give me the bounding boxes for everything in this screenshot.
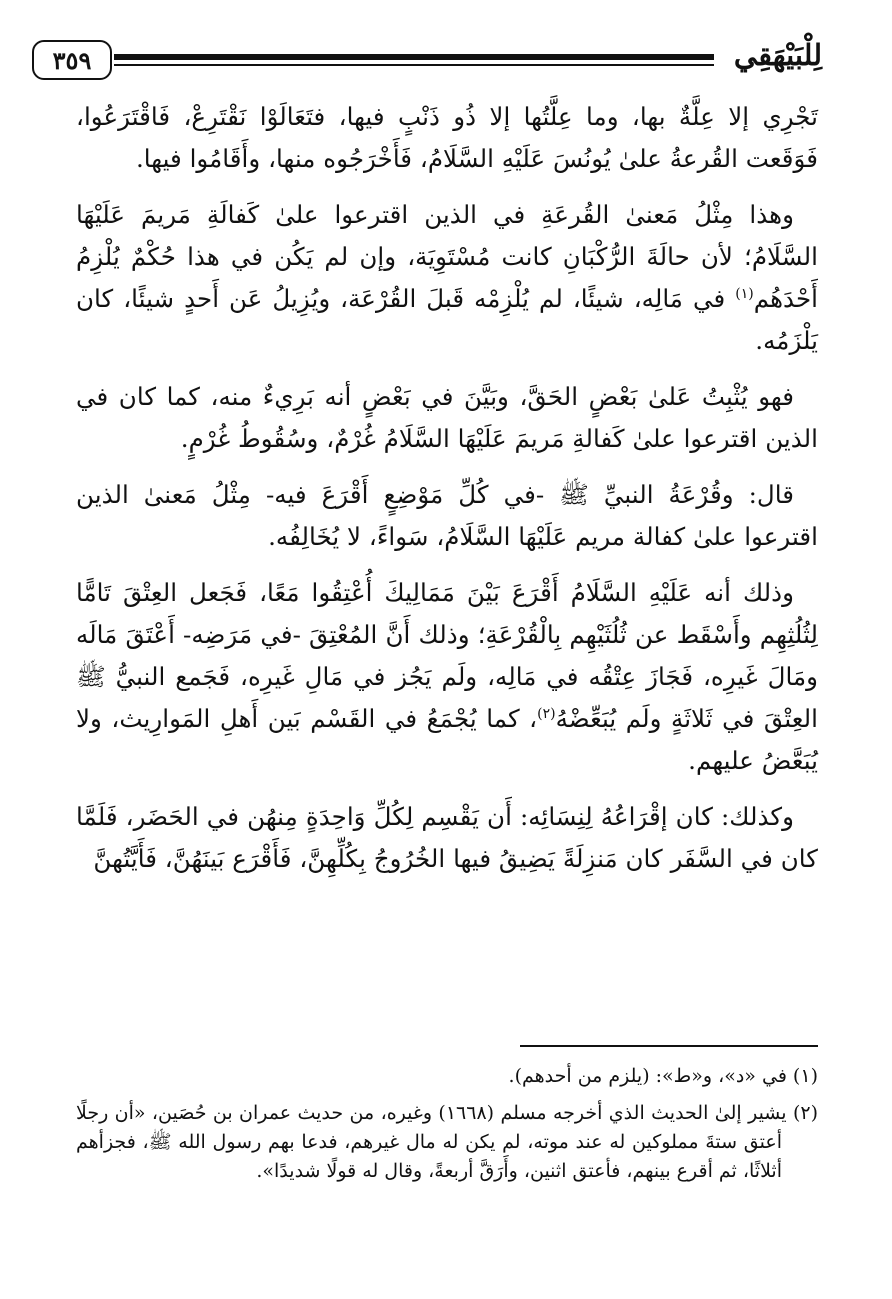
page-header [28,30,840,90]
paragraph: قال: وقُرْعَةُ النبيِّ ﷺ -في كُلِّ مَوْضِعٍ أَقْرَعَ فيه- مِثْلُ مَعنىٰ الذين اقترعوا علىٰ كفالة مريم عَلَيْهَا السَّلَامُ، سَواءً، لا يُخَالِفُه. [76,480,818,551]
footnote-ref: (١) [735,285,754,302]
paragraph-text: في مَالِه، شيئًا، لم يُلْزِمْه قَبلَ القُرْعَة، ويُزِيلُ عَن أَحدٍ شيئًا، كان يَلْزَمُه. [76,284,818,355]
paragraph [76,194,818,362]
footnote: (١) في «د»، و«ط»: (يلزم من أحدهم). [508,1065,818,1087]
main-text [76,96,818,894]
footnote-separator [520,1045,818,1047]
paragraph: وكذلك: كان إقْرَاعُهُ لِنِسَائِه: أَن يَقْسِم لِكُلِّ وَاحِدَةٍ مِنهُن في الحَضَر، فَلَمَّا كان في السَّفَر كان مَنزِلَةً يَضِيقُ فيها الخُرُوجُ بِكُلِّهِنَّ، فَأَقْرَع بَينَهُنَّ، فَأَيَّتُهنَّ [76,802,818,873]
paragraph: فهو يُثْبِتُ عَلىٰ بَعْضٍ الحَقَّ، وبَيَّنَ في بَعْضٍ أنه بَرِيءٌ منه، كما كان في الذين اقترعوا علىٰ كَفالةِ مَريمَ عَلَيْهَا السَّلَامُ غُرْمٌ، وسُقُوطُ غُرْمٍ. [76,382,818,453]
header-rule-thin [114,64,714,66]
paragraph [76,572,818,782]
paragraph-text: ، كما يُجْمَعُ في القَسْم بَين أَهلِ المَوارِيث، ولا يُبَعَّضُ عليهم. [76,704,818,775]
header-rule [114,54,714,60]
running-title: لِلْبَيْهَقِي [733,38,823,72]
paragraph-text: وهذا مِثْلُ مَعنىٰ القُرعَةِ في الذين اقترعوا علىٰ كَفالَةِ مَريمَ عَلَيْهَا السَّلَامُ؛ لأن حالَةَ الرُّكْبَانِ كانت مُسْتَوِيَة، وإن لم يَكُن في هذا حُكْمٌ يُلْزِمُ أَحْدَهُم [76,200,818,313]
footnote-ref: (٢) [537,705,556,722]
footnotes [76,1062,818,1194]
paragraph: تَجْرِي إلا عِلَّةٌ بها، وما عِلَّتُها إلا ذُو ذَنْبٍ فيها، فتَعَالَوْا نَقْتَرِعْ، فَاقْتَرَعُوا، فَوَقَعت القُرعةُ علىٰ يُونُسَ عَلَيْهِ السَّلَامُ، فَأَخْرَجُوه منها، وأَقَامُوا فيها. [76,102,818,173]
paragraph-text: وذلك أنه عَلَيْهِ السَّلَامُ أَقْرَعَ بَيْنَ مَمَالِيكَ أُعْتِقُوا مَعًا، فَجَعل العِتْقَ تَامًّا لِثُلُثِهِم وأَسْقَط عن ثُلُثَيْهِم بِالْقُرْعَةِ؛ وذلك أَنَّ المُعْتِقَ -في مَرَضِه- أَعْتَقَ مَالَه ومَالَ غَيرِه، فَجَازَ عِتْقُه في مَالِه، ولَم يَجُز في مَالِ غَيرِه، فَجَمع النبيُّ ﷺ العِتْقَ في ثَلاثَةٍ ولَم يُبَعِّضْهُ [76,578,818,733]
footnote: (٢) يشير إلىٰ الحديث الذي أخرجه مسلم (١٦٦٨) وغيره، من حديث عمران بن حُصَين، «أن رجلًا أعتق ستةَ مملوكين له عند موته، لم يكن له مال غيرهم، فدعا بهم رسول الله ﷺ، فجزأهم أثلاثًا، ثم أقرع بينهم، فأعتق اثنين، وأَرَقَّ أربعةً، وقال له قولًا شديدًا». [76,1102,819,1182]
page-number: ٣٥٩ [32,40,112,80]
